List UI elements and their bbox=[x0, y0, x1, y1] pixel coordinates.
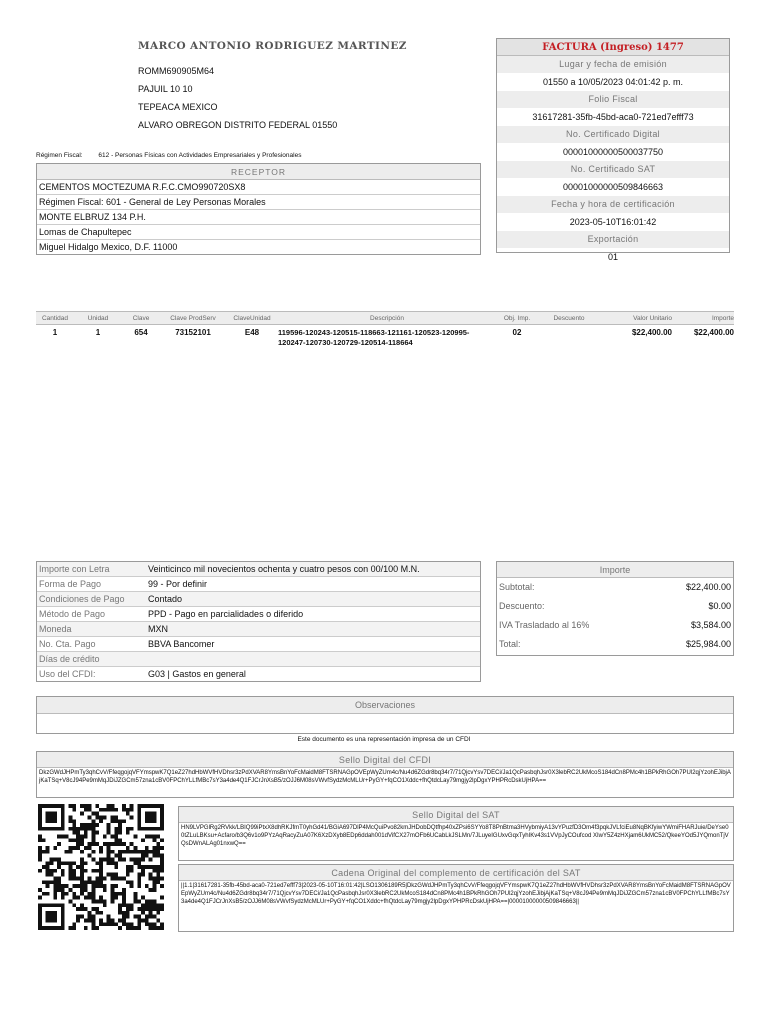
receptor-regime: Régimen Fiscal: 601 - General de Ley Personas Morales bbox=[37, 195, 480, 210]
iva-label: IVA Trasladado al 16% bbox=[499, 620, 590, 630]
payment-row bbox=[37, 577, 480, 592]
receptor-address: Lomas de Chapultepec bbox=[37, 225, 480, 240]
issuer-tax-regime bbox=[36, 152, 301, 159]
payment-method-value: PPD - Pago en parcialidades o diferido bbox=[148, 609, 304, 619]
observations-box bbox=[36, 696, 734, 734]
credit-days-value bbox=[148, 652, 480, 666]
subtotal-label: Subtotal: bbox=[499, 582, 535, 592]
receptor-header: RECEPTOR bbox=[37, 164, 480, 180]
cell-clave: 654 bbox=[134, 328, 148, 337]
iva-row bbox=[497, 616, 733, 635]
printed-representation-note: Este documento es una representación impresa de un CFDI bbox=[297, 736, 471, 743]
original-chain-text: ||1.1|31617281-35fb-45bd-aca0-721ed7efff73|2023-05-10T16:01:42|LSO1306189R5|DkzGWdJHPmTy3qhCvV/FfeqgojqVFYmspwK7Q1eZ27hdHbWVfHVDhsr3zPdXVAR8YmsBnYoFcMaidM8FTSRNAGpOVEpWyZUm4c/Nu4d6ZGdr8bq34r7/71QjcvYsv7DECi/Ja1QcPasbqhJsr0X3lebRC2UkMcoS184dCn8PMc4h1BPkRhGOh7PUl2qjYzohEJibjAjKaTSq+V8cJ94Pe9mMqJDiJZGCm57zna1cBV0FPChYLLfMBc7sY3a4de4Q1FJCrJnXsB5/zOJJ6M08sVWvfSydzMcMLUr+PyGY+fqCO1Xddc+fhQtdcLay79mgjy2lpDgxYPHPRcDskUjHPA==|00001000000509846663|| bbox=[181, 883, 731, 905]
credit-days-label: Días de crédito bbox=[39, 654, 100, 664]
cfdi-seal-text: DkzGWdJHPmTy3qhCvV/FfeqgojqVFYmspwK7Q1eZ27hdHbWVfHVDhsr3zPdXVAR8YmsBnYoFcMaidM8FTSRNAGpOVEpWyZUm4c/Nu4d6ZGdr8bq34r7/71QjcvYsv7DECi/Ja1QcPasbqhJsr0X3lebRC2UkMcoS184dCn8PMc4h1BPkRhGOh7PUl2qjYzohEJibjAjKaTSq+V8cJ94Pe9mMqJDiJZGCm57zna1cBV0FPChYLLfMBc7sY3a4de4Q1FJCrJnXsB5/zOJJ6M08sVWvfSydzMcMLUr+PyGY+fqCO1Xddc+fhQtdcLay79mgjy2lpDgxYPHPRcDskUjHPA== bbox=[39, 770, 731, 784]
sat-seal-box bbox=[178, 806, 734, 861]
payment-row bbox=[37, 637, 480, 652]
amount-in-words-value: Veinticinco mil novecientos ochenta y cuatro pesos con 00/100 M.N. bbox=[148, 564, 420, 574]
total-value: $25,984.00 bbox=[685, 639, 731, 649]
column-header: Obj. Imp. bbox=[503, 315, 531, 322]
certification-date-label: Fecha y hora de certificación bbox=[497, 196, 729, 213]
original-chain-header: Cadena Original del complemento de certificación del SAT bbox=[179, 865, 733, 881]
invoice-title: FACTURA (Ingreso) 1477 bbox=[497, 39, 729, 56]
cell-unidad: 1 bbox=[95, 328, 101, 337]
cell-descripcion: 119596-120243-120515-118663-121161-120523-120995-120247-120730-120729-120514-118664 bbox=[278, 328, 470, 347]
cell-clave-unidad: E48 bbox=[244, 328, 260, 337]
totals-header: Importe bbox=[497, 562, 733, 578]
currency-value: MXN bbox=[148, 624, 168, 634]
payment-conditions-value: Contado bbox=[148, 594, 183, 604]
original-chain-box bbox=[178, 864, 734, 932]
payment-row bbox=[37, 607, 480, 622]
cell-cantidad: 1 bbox=[52, 328, 58, 337]
column-header: Valor Unitario bbox=[633, 315, 672, 322]
receptor-address: MONTE ELBRUZ 134 P.H. bbox=[37, 210, 480, 225]
discount-row bbox=[497, 597, 733, 616]
currency-label: Moneda bbox=[39, 624, 72, 634]
items-table-header bbox=[36, 311, 734, 325]
issuer-block bbox=[138, 40, 478, 134]
table-row bbox=[36, 325, 734, 348]
certification-date-value: 2023-05-10T16:01:42 bbox=[569, 217, 657, 227]
cfdi-seal-box bbox=[36, 751, 734, 798]
payment-method-label: Método de Pago bbox=[39, 609, 106, 619]
column-header: Unidad bbox=[87, 315, 109, 322]
payment-row bbox=[37, 562, 480, 577]
observations-text bbox=[37, 714, 733, 716]
total-label: Total: bbox=[499, 639, 521, 649]
folio-value: 31617281-35fb-45bd-aca0-721ed7efff73 bbox=[532, 112, 694, 122]
invoice-info-box bbox=[496, 38, 730, 262]
payment-row bbox=[37, 667, 480, 682]
column-header: Clave ProdServ bbox=[170, 315, 216, 322]
sat-seal-header: Sello Digital del SAT bbox=[179, 807, 733, 823]
discount-value: $0.00 bbox=[708, 601, 731, 611]
payment-form-value: 99 - Por definir bbox=[148, 579, 208, 589]
account-value: BBVA Bancomer bbox=[148, 639, 215, 649]
payment-info-box bbox=[36, 561, 481, 682]
column-header: Descripción bbox=[370, 315, 404, 322]
place-date-value: 01550 a 10/05/2023 04:01:42 p. m. bbox=[542, 77, 684, 87]
issuer-address-line: TEPEACA MEXICO bbox=[138, 102, 218, 112]
sat-seal-text: HN9LVPGlRg2RVkk/LBIQ99iPtxX8dhRKJfmT0yhGd41/BGiA697DlP4McQuiPvo82kmJHDobDQtfhp40xZPsi6SYYo8T8PnBtma3HVybmiyA13vYPuzfD3Om4f3pqkJVLfciEu8NqBKfyiwYWmiFHARJuie/DeYse00tZLuLBKsu+Acfaro/b3Q6v1o9PYzAqRacyZuA07K6XzDXyb8EDp6ddah001dVifCX27mOFb6UCabLkJSLMn/7JLuyeIGUxvGqxTyhIKv43s1VVpJyCOufcod XIwY5Z4zHXjam6UkMC52/QkeeYOd5JYQmonTjVQsDWnALAg01nxwQ== bbox=[181, 825, 729, 847]
export-label: Exportación bbox=[497, 231, 729, 248]
payment-row bbox=[37, 622, 480, 637]
discount-label: Descuento: bbox=[499, 601, 545, 611]
receptor-box bbox=[36, 163, 481, 255]
cell-clave-prodserv: 73152101 bbox=[175, 328, 211, 337]
sat-certificate-label: No. Certificado SAT bbox=[497, 161, 729, 178]
receptor-name-rfc: CEMENTOS MOCTEZUMA R.F.C.CMO990720SX8 bbox=[37, 180, 480, 195]
cell-valor-unitario: $22,400.00 bbox=[631, 328, 672, 337]
column-header: Importe bbox=[711, 315, 734, 322]
sat-certificate-value: 00001000000509846663 bbox=[562, 182, 664, 192]
cell-descuento bbox=[538, 328, 600, 348]
payment-conditions-label: Condiciones de Pago bbox=[39, 594, 125, 604]
folio-label: Folio Fiscal bbox=[497, 91, 729, 108]
totals-box bbox=[496, 561, 734, 656]
qr-code-icon bbox=[38, 804, 164, 930]
iva-value: $3,584.00 bbox=[690, 620, 731, 630]
amount-in-words-label: Importe con Letra bbox=[39, 564, 110, 574]
subtotal-row bbox=[497, 578, 733, 597]
issuer-address-line: PAJUIL 10 10 bbox=[138, 84, 193, 94]
cfdi-use-label: Uso del CFDI: bbox=[39, 669, 96, 679]
cfdi-use-value: G03 | Gastos en general bbox=[148, 669, 246, 679]
subtotal-value: $22,400.00 bbox=[685, 582, 731, 592]
receptor-address: Miguel Hidalgo Mexico, D.F. 11000 bbox=[39, 242, 178, 252]
cell-importe: $22,400.00 bbox=[693, 328, 734, 337]
account-label: No. Cta. Pago bbox=[39, 639, 96, 649]
issuer-address-line: ALVARO OBREGON DISTRITO FEDERAL 01550 bbox=[138, 120, 338, 130]
total-row bbox=[497, 635, 733, 654]
payment-form-label: Forma de Pago bbox=[39, 579, 102, 589]
payment-row bbox=[37, 652, 480, 667]
column-header: Clave bbox=[132, 315, 150, 322]
certificate-value: 00001000000500037750 bbox=[562, 147, 664, 157]
cell-obj-imp: 02 bbox=[512, 328, 522, 337]
payment-row bbox=[37, 592, 480, 607]
export-value: 01 bbox=[607, 252, 618, 262]
cfdi-seal-header: Sello Digital del CFDI bbox=[37, 752, 733, 768]
column-header: Cantidad bbox=[41, 315, 69, 322]
column-header: ClaveUnidad bbox=[233, 315, 271, 322]
issuer-rfc: ROMM690905M64 bbox=[138, 66, 215, 76]
issuer-name: MARCO ANTONIO RODRIGUEZ MARTINEZ bbox=[138, 40, 407, 52]
observations-header: Observaciones bbox=[37, 697, 733, 714]
place-date-label: Lugar y fecha de emisión bbox=[497, 56, 729, 73]
items-table bbox=[36, 311, 734, 348]
issuer-tax-regime-label: Régimen Fiscal: bbox=[36, 152, 83, 159]
column-header: Descuento bbox=[553, 315, 585, 322]
certificate-label: No. Certificado Digital bbox=[497, 126, 729, 143]
issuer-tax-regime-value: 612 - Personas Físicas con Actividades Empresariales y Profesionales bbox=[98, 152, 302, 159]
